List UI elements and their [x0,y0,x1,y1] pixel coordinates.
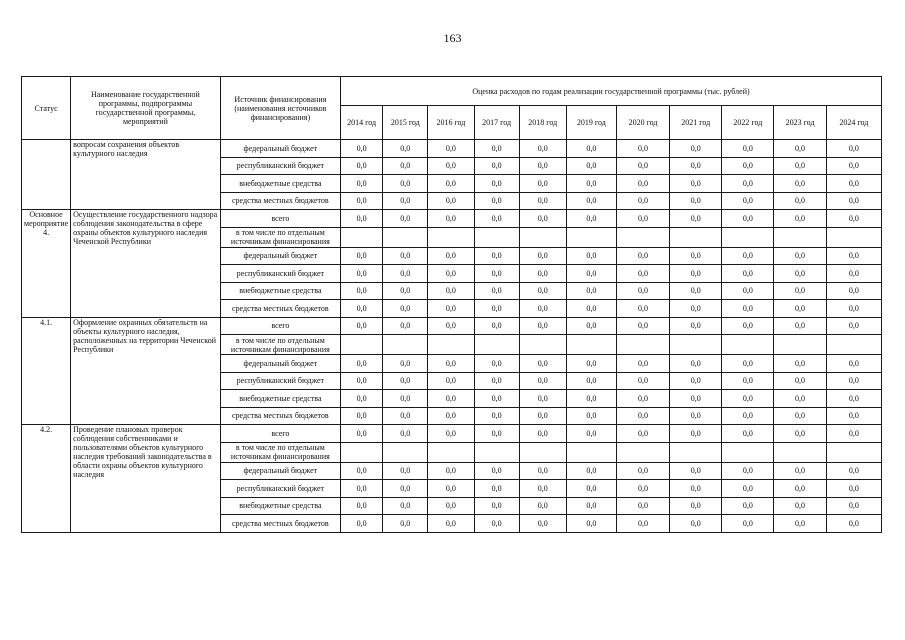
amount-cell: 0,0 [566,515,616,533]
header-estimate: Оценка расходов по годам реализации государственной программы (тыс. рублей) [341,77,882,106]
amount-cell: 0,0 [566,192,616,210]
row-status [22,140,71,210]
header-year: 2020 год [616,106,669,140]
amount-cell: 0,0 [474,210,519,228]
amount-cell [519,335,566,355]
amount-cell: 0,0 [774,355,826,373]
amount-cell: 0,0 [383,317,428,335]
amount-cell: 0,0 [826,372,881,390]
funding-source: внебюджетные средства [220,390,340,408]
header-year: 2014 год [341,106,383,140]
amount-cell: 0,0 [774,425,826,443]
amount-cell: 0,0 [566,425,616,443]
amount-cell: 0,0 [566,140,616,158]
header-year: 2018 год [519,106,566,140]
funding-source: федеральный бюджет [220,355,340,373]
amount-cell [383,335,428,355]
amount-cell: 0,0 [474,390,519,408]
header-year: 2017 год [474,106,519,140]
amount-cell [774,227,826,247]
amount-cell: 0,0 [519,372,566,390]
amount-cell: 0,0 [519,247,566,265]
amount-cell: 0,0 [341,140,383,158]
amount-cell: 0,0 [519,390,566,408]
amount-cell: 0,0 [722,372,774,390]
amount-cell: 0,0 [826,407,881,425]
amount-cell: 0,0 [383,175,428,193]
amount-cell: 0,0 [383,192,428,210]
amount-cell: 0,0 [826,175,881,193]
amount-cell: 0,0 [428,247,474,265]
funding-source: средства местных бюджетов [220,300,340,318]
amount-cell: 0,0 [566,390,616,408]
amount-cell: 0,0 [826,157,881,175]
amount-cell: 0,0 [616,282,669,300]
amount-cell: 0,0 [474,480,519,498]
amount-cell: 0,0 [474,192,519,210]
row-status: Основное мероприятие 4. [22,210,71,318]
amount-cell: 0,0 [474,515,519,533]
amount-cell: 0,0 [616,192,669,210]
funding-source: в том числе по отдельным источникам финансирования [220,227,340,247]
amount-cell: 0,0 [826,497,881,515]
amount-cell: 0,0 [670,497,722,515]
amount-cell: 0,0 [341,497,383,515]
amount-cell: 0,0 [519,480,566,498]
funding-source: в том числе по отдельным источникам финансирования [220,442,340,462]
amount-cell [616,335,669,355]
amount-cell: 0,0 [383,497,428,515]
amount-cell: 0,0 [616,247,669,265]
amount-cell: 0,0 [519,192,566,210]
amount-cell [826,335,881,355]
amount-cell: 0,0 [428,515,474,533]
amount-cell [428,442,474,462]
amount-cell: 0,0 [383,355,428,373]
amount-cell: 0,0 [774,407,826,425]
amount-cell: 0,0 [383,462,428,480]
amount-cell: 0,0 [341,247,383,265]
amount-cell: 0,0 [341,265,383,283]
amount-cell: 0,0 [341,462,383,480]
amount-cell: 0,0 [474,317,519,335]
header-year: 2015 год [383,106,428,140]
amount-cell: 0,0 [428,300,474,318]
amount-cell: 0,0 [341,480,383,498]
amount-cell: 0,0 [428,282,474,300]
amount-cell: 0,0 [616,497,669,515]
amount-cell: 0,0 [566,317,616,335]
amount-cell: 0,0 [722,247,774,265]
amount-cell: 0,0 [383,282,428,300]
header-source: Источник финансирования (наименования источников финансирования) [220,77,340,140]
amount-cell: 0,0 [774,480,826,498]
amount-cell: 0,0 [474,497,519,515]
amount-cell: 0,0 [774,300,826,318]
amount-cell: 0,0 [383,157,428,175]
table-row [22,317,882,335]
amount-cell: 0,0 [519,282,566,300]
amount-cell [341,442,383,462]
amount-cell: 0,0 [341,372,383,390]
page-number: 163 [443,31,462,45]
amount-cell: 0,0 [341,175,383,193]
amount-cell: 0,0 [474,355,519,373]
amount-cell: 0,0 [670,265,722,283]
amount-cell: 0,0 [428,265,474,283]
amount-cell: 0,0 [428,210,474,228]
amount-cell [566,227,616,247]
amount-cell: 0,0 [428,407,474,425]
amount-cell [826,442,881,462]
amount-cell: 0,0 [519,265,566,283]
amount-cell: 0,0 [474,425,519,443]
amount-cell: 0,0 [474,300,519,318]
amount-cell: 0,0 [670,192,722,210]
amount-cell [722,227,774,247]
funding-source: внебюджетные средства [220,175,340,193]
amount-cell [774,442,826,462]
amount-cell: 0,0 [826,425,881,443]
amount-cell [474,335,519,355]
amount-cell: 0,0 [566,210,616,228]
table-row [22,425,882,443]
amount-cell [774,335,826,355]
amount-cell: 0,0 [774,157,826,175]
amount-cell: 0,0 [383,425,428,443]
amount-cell: 0,0 [826,317,881,335]
amount-cell: 0,0 [519,462,566,480]
amount-cell: 0,0 [566,480,616,498]
amount-cell: 0,0 [826,515,881,533]
amount-cell [722,442,774,462]
amount-cell: 0,0 [722,355,774,373]
amount-cell [519,227,566,247]
amount-cell: 0,0 [428,140,474,158]
amount-cell: 0,0 [566,372,616,390]
amount-cell: 0,0 [341,515,383,533]
amount-cell: 0,0 [519,317,566,335]
amount-cell [383,227,428,247]
amount-cell: 0,0 [616,317,669,335]
amount-cell: 0,0 [774,462,826,480]
amount-cell: 0,0 [774,140,826,158]
header-year: 2021 год [670,106,722,140]
amount-cell: 0,0 [474,282,519,300]
amount-cell: 0,0 [670,175,722,193]
amount-cell: 0,0 [722,407,774,425]
amount-cell: 0,0 [774,210,826,228]
amount-cell: 0,0 [826,480,881,498]
amount-cell: 0,0 [826,265,881,283]
amount-cell: 0,0 [722,192,774,210]
funding-source: федеральный бюджет [220,247,340,265]
amount-cell: 0,0 [383,407,428,425]
amount-cell: 0,0 [616,157,669,175]
row-activity-name: Осуществление государственного надзора соблюдения законодательства в сфере охраны объектов культурного наследия Чеченской Республики [71,210,221,318]
amount-cell: 0,0 [341,157,383,175]
amount-cell: 0,0 [774,497,826,515]
amount-cell: 0,0 [566,175,616,193]
table-row [22,140,882,158]
amount-cell: 0,0 [616,355,669,373]
amount-cell: 0,0 [670,317,722,335]
header-year: 2022 год [722,106,774,140]
funding-source: внебюджетные средства [220,497,340,515]
amount-cell: 0,0 [826,247,881,265]
amount-cell: 0,0 [826,390,881,408]
amount-cell: 0,0 [519,300,566,318]
amount-cell: 0,0 [566,497,616,515]
funding-source: республиканский бюджет [220,157,340,175]
amount-cell: 0,0 [670,480,722,498]
amount-cell [670,442,722,462]
amount-cell: 0,0 [826,300,881,318]
amount-cell [428,335,474,355]
amount-cell: 0,0 [341,300,383,318]
amount-cell: 0,0 [826,210,881,228]
amount-cell: 0,0 [341,390,383,408]
amount-cell: 0,0 [616,480,669,498]
funding-source: всего [220,317,340,335]
funding-source: средства местных бюджетов [220,407,340,425]
header-year: 2019 год [566,106,616,140]
amount-cell: 0,0 [616,425,669,443]
amount-cell: 0,0 [722,425,774,443]
funding-source: средства местных бюджетов [220,192,340,210]
funding-source: всего [220,425,340,443]
amount-cell: 0,0 [383,247,428,265]
amount-cell: 0,0 [474,372,519,390]
amount-cell: 0,0 [341,210,383,228]
amount-cell: 0,0 [670,407,722,425]
amount-cell: 0,0 [616,265,669,283]
amount-cell: 0,0 [722,282,774,300]
amount-cell: 0,0 [616,462,669,480]
amount-cell: 0,0 [826,192,881,210]
amount-cell: 0,0 [722,497,774,515]
amount-cell: 0,0 [670,210,722,228]
funding-source: средства местных бюджетов [220,515,340,533]
header-name: Наименование государственной программы, подпрограммы государственной программы, мероприятий [71,77,221,140]
amount-cell: 0,0 [519,425,566,443]
row-status: 4.2. [22,425,71,533]
amount-cell: 0,0 [826,355,881,373]
amount-cell: 0,0 [670,372,722,390]
amount-cell [722,335,774,355]
amount-cell: 0,0 [519,407,566,425]
amount-cell: 0,0 [383,300,428,318]
amount-cell: 0,0 [774,515,826,533]
amount-cell [519,442,566,462]
amount-cell: 0,0 [519,355,566,373]
amount-cell: 0,0 [722,480,774,498]
funding-source: федеральный бюджет [220,140,340,158]
amount-cell [566,335,616,355]
amount-cell: 0,0 [670,157,722,175]
amount-cell: 0,0 [722,462,774,480]
amount-cell: 0,0 [722,210,774,228]
funding-source: республиканский бюджет [220,372,340,390]
amount-cell: 0,0 [566,462,616,480]
amount-cell: 0,0 [383,372,428,390]
amount-cell: 0,0 [428,372,474,390]
amount-cell: 0,0 [722,390,774,408]
amount-cell: 0,0 [774,282,826,300]
amount-cell: 0,0 [474,462,519,480]
amount-cell: 0,0 [341,192,383,210]
row-activity-name: вопросам сохранения объектов культурного наследия [71,140,221,210]
amount-cell: 0,0 [474,140,519,158]
amount-cell [670,227,722,247]
amount-cell: 0,0 [428,355,474,373]
amount-cell: 0,0 [566,157,616,175]
amount-cell [341,227,383,247]
amount-cell: 0,0 [341,425,383,443]
amount-cell: 0,0 [774,175,826,193]
funding-source: республиканский бюджет [220,480,340,498]
amount-cell: 0,0 [519,175,566,193]
amount-cell: 0,0 [341,407,383,425]
amount-cell [474,442,519,462]
amount-cell: 0,0 [722,300,774,318]
amount-cell [826,227,881,247]
budget-table [21,76,882,533]
amount-cell: 0,0 [826,140,881,158]
amount-cell: 0,0 [383,390,428,408]
amount-cell: 0,0 [566,407,616,425]
amount-cell: 0,0 [566,247,616,265]
amount-cell: 0,0 [616,390,669,408]
header-year: 2023 год [774,106,826,140]
amount-cell: 0,0 [670,140,722,158]
amount-cell: 0,0 [428,157,474,175]
amount-cell: 0,0 [670,462,722,480]
amount-cell: 0,0 [616,407,669,425]
amount-cell: 0,0 [383,265,428,283]
header-status: Статус [22,77,71,140]
amount-cell: 0,0 [670,390,722,408]
amount-cell: 0,0 [774,265,826,283]
amount-cell: 0,0 [474,265,519,283]
amount-cell: 0,0 [474,157,519,175]
amount-cell: 0,0 [428,317,474,335]
amount-cell: 0,0 [566,265,616,283]
amount-cell: 0,0 [722,175,774,193]
amount-cell [616,442,669,462]
amount-cell: 0,0 [519,515,566,533]
amount-cell: 0,0 [670,300,722,318]
amount-cell: 0,0 [722,140,774,158]
amount-cell: 0,0 [519,497,566,515]
funding-source: в том числе по отдельным источникам финансирования [220,335,340,355]
table-header [22,77,882,140]
amount-cell: 0,0 [774,390,826,408]
amount-cell: 0,0 [670,355,722,373]
amount-cell: 0,0 [616,515,669,533]
header-year: 2024 год [826,106,881,140]
amount-cell: 0,0 [428,192,474,210]
amount-cell: 0,0 [616,210,669,228]
amount-cell: 0,0 [474,247,519,265]
amount-cell: 0,0 [566,355,616,373]
amount-cell: 0,0 [616,372,669,390]
amount-cell: 0,0 [670,515,722,533]
amount-cell: 0,0 [474,407,519,425]
amount-cell: 0,0 [774,317,826,335]
row-status: 4.1. [22,317,71,425]
row-activity-name: Оформление охранных обязательств на объекты культурного наследия, расположенных на территории Чеченской Республики [71,317,221,425]
amount-cell: 0,0 [383,140,428,158]
amount-cell: 0,0 [722,515,774,533]
amount-cell: 0,0 [566,282,616,300]
amount-cell: 0,0 [428,462,474,480]
funding-source: всего [220,210,340,228]
amount-cell: 0,0 [670,425,722,443]
funding-source: внебюджетные средства [220,282,340,300]
amount-cell [474,227,519,247]
amount-cell: 0,0 [826,462,881,480]
amount-cell: 0,0 [722,317,774,335]
amount-cell: 0,0 [670,247,722,265]
amount-cell: 0,0 [383,480,428,498]
amount-cell: 0,0 [826,282,881,300]
table-row [22,210,882,228]
amount-cell: 0,0 [428,390,474,408]
amount-cell: 0,0 [722,265,774,283]
amount-cell: 0,0 [774,247,826,265]
funding-source: федеральный бюджет [220,462,340,480]
amount-cell: 0,0 [519,157,566,175]
funding-source: республиканский бюджет [220,265,340,283]
amount-cell: 0,0 [428,497,474,515]
amount-cell: 0,0 [774,372,826,390]
amount-cell: 0,0 [428,175,474,193]
amount-cell: 0,0 [670,282,722,300]
amount-cell: 0,0 [341,282,383,300]
row-activity-name: Проведение плановых проверок соблюдения собственниками и пользователями объектов культурного наследия требований законодательства в области охраны объектов культурного наследия [71,425,221,533]
amount-cell [670,335,722,355]
amount-cell: 0,0 [616,140,669,158]
amount-cell: 0,0 [428,425,474,443]
amount-cell: 0,0 [519,140,566,158]
amount-cell [616,227,669,247]
amount-cell: 0,0 [774,192,826,210]
amount-cell: 0,0 [722,157,774,175]
amount-cell: 0,0 [383,515,428,533]
amount-cell: 0,0 [428,480,474,498]
amount-cell [341,335,383,355]
amount-cell: 0,0 [566,300,616,318]
amount-cell: 0,0 [383,210,428,228]
amount-cell: 0,0 [616,300,669,318]
amount-cell: 0,0 [474,175,519,193]
amount-cell: 0,0 [341,317,383,335]
amount-cell [428,227,474,247]
amount-cell [566,442,616,462]
amount-cell: 0,0 [616,175,669,193]
amount-cell: 0,0 [519,210,566,228]
amount-cell: 0,0 [341,355,383,373]
table-body [22,140,882,533]
amount-cell [383,442,428,462]
header-year: 2016 год [428,106,474,140]
